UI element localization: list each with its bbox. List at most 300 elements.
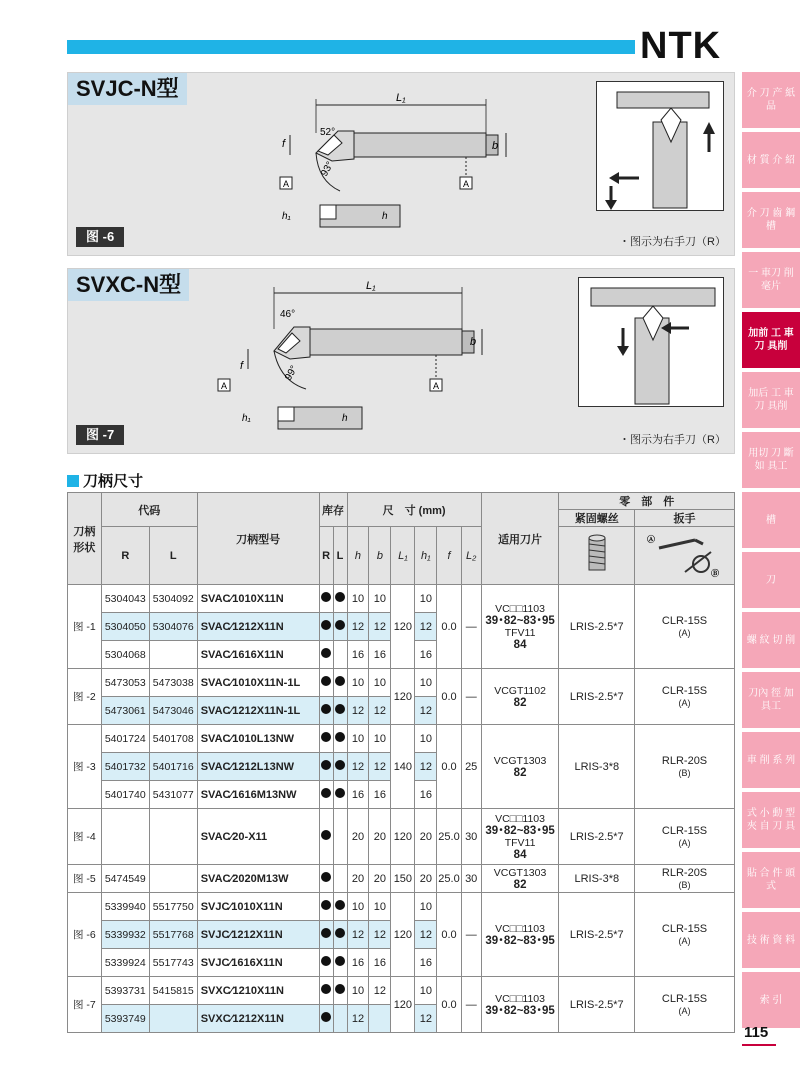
cell-code-l [149,809,197,865]
th-insert: 适用刀片 [481,493,559,585]
stock-dot-icon [321,830,331,840]
cell-code-r: 5304068 [101,641,149,669]
svjc-b-label: b [492,140,499,152]
wrench-type: (B) [678,767,691,778]
cell-stock-r [319,865,333,893]
cell-model: SVAC⁄1616M13NW [197,781,319,809]
cell-code-l: 5517743 [149,949,197,977]
cell-wrench [635,809,735,865]
svxc-angle2: 99° [283,363,301,383]
stock-dot-icon [335,788,345,798]
cell-h1: 12 [415,697,437,725]
wrench-type: (A) [678,1005,691,1016]
stock-dot-icon [321,788,331,798]
cell-stock-r [319,753,333,781]
cell-h1: 10 [415,585,437,613]
cell-stock-l [333,725,347,753]
svxc-figure-label: 图 -7 [76,425,124,445]
cell-h: 10 [347,585,369,613]
cell-wrench [635,977,735,1033]
cell-h1: 16 [415,641,437,669]
section-heading [67,470,143,491]
cell-code-r: 5393731 [101,977,149,1005]
cell-wrench [635,865,735,893]
sidebar-item-11[interactable]: 車 削 系 列 [742,732,800,788]
th-l2: L₂ [461,527,481,585]
cell-code-l: 5304092 [149,585,197,613]
wrench-type: (A) [678,837,691,848]
wrench-name: CLR-15S [661,684,708,697]
th-stock: 库存 [319,493,347,527]
cell-l2: 30 [461,865,481,893]
cell-insert [481,809,559,865]
cell-b: 10 [369,669,391,697]
cell-figure: 图 -1 [68,585,102,669]
cell-stock-l [333,781,347,809]
cell-h: 16 [347,781,369,809]
sidebar-item-10[interactable]: 刀內 徑 加 具工 [742,672,800,728]
cell-stock-r [319,893,333,921]
sidebar-item-7[interactable]: 槽 [742,492,800,548]
th-wrench: 扳手 [635,510,735,527]
cell-model: SVAC⁄1010X11N-1L [197,669,319,697]
cell-h1: 16 [415,949,437,977]
cell-code-l [149,865,197,893]
cell-code-l [149,641,197,669]
diagram-panel-svjc [67,72,735,256]
cell-f: 0.0 [437,585,461,669]
insert-line: VC□□1103 [495,812,545,825]
svjc-f-label: f [282,138,286,150]
svjc-title: SVJC-N型 [68,73,187,105]
cell-h: 16 [347,949,369,977]
cell-f: 25.0 [437,809,461,865]
cell-stock-r [319,697,333,725]
sidebar-item-8[interactable]: 刀 [742,552,800,608]
cell-figure: 图 -7 [68,977,102,1033]
cell-l1: 120 [391,585,415,669]
svxc-l1-label: L₁ [366,280,376,292]
cell-h1: 10 [415,725,437,753]
sidebar-item-5[interactable]: 加后 工 車 刀 具削 [742,372,800,428]
cell-wrench [635,893,735,977]
diagram-panel-svxc [67,268,735,454]
th-size: 尺 寸 (mm) [347,493,481,527]
svjc-h1-label: h₁ [282,211,291,222]
stock-dot-icon [335,704,345,714]
cell-figure: 图 -4 [68,809,102,865]
cell-insert [481,669,559,725]
cell-screw: LRIS-2.5*7 [559,893,635,977]
cell-l1: 140 [391,725,415,809]
cell-code-r: 5473053 [101,669,149,697]
insert-line: 82 [513,766,527,779]
cell-b: 12 [369,697,391,725]
svxc-h-label: h [342,413,348,424]
th-shape: 刀柄形状 [68,493,102,585]
cell-insert [481,585,559,669]
cell-stock-r [319,669,333,697]
cell-b: 12 [369,977,391,1005]
cell-l1: 150 [391,865,415,893]
cell-b: 12 [369,921,391,949]
th-l1: L₁ [391,527,415,585]
table-row [68,865,735,893]
cell-b: 12 [369,753,391,781]
cell-model: SVAC⁄20-X11 [197,809,319,865]
sidebar-item-15[interactable]: 索 引 [742,972,800,1028]
insert-line: VC□□1103 [495,922,545,935]
svjc-angle1: 52° [320,127,336,138]
cell-l2: — [461,585,481,669]
wrench-name: RLR-20S [661,754,708,767]
cell-code-r: 5393749 [101,1005,149,1033]
insert-line: 39･82~83･95 [485,934,555,947]
table-row [68,809,735,865]
cell-stock-r [319,725,333,753]
cell-wrench [635,669,735,725]
cell-model: SVXC⁄1210X11N [197,977,319,1005]
svxc-angle1: 46° [280,309,296,320]
cell-l2: 25 [461,725,481,809]
cell-h: 16 [347,641,369,669]
cell-insert [481,977,559,1033]
svjc-h-label: h [382,211,388,222]
cell-code-l: 5401716 [149,753,197,781]
cell-code-l: 5415815 [149,977,197,1005]
cell-model: SVJC⁄1010X11N [197,893,319,921]
cell-code-r: 5401724 [101,725,149,753]
brand-logo: NTK [640,25,722,67]
cell-b: 20 [369,809,391,865]
svjc-l1-label: L₁ [396,92,406,104]
cell-model: SVAC⁄2020M13W [197,865,319,893]
insert-line: 39･82~83･95 [485,824,555,837]
stock-dot-icon [321,704,331,714]
cell-model: SVJC⁄1616X11N [197,949,319,977]
stock-dot-icon [335,900,345,910]
cell-f: 0.0 [437,977,461,1033]
wrench-image [635,527,735,585]
cell-code-r: 5473061 [101,697,149,725]
cell-l1: 120 [391,669,415,725]
stock-dot-icon [321,676,331,686]
cell-l2: — [461,669,481,725]
cell-stock-l [333,977,347,1005]
cell-code-r: 5304050 [101,613,149,641]
th-f: f [437,527,461,585]
stock-dot-icon [321,956,331,966]
insert-line: TFV11 [504,836,536,849]
cell-f: 25.0 [437,865,461,893]
screw-image [559,527,635,585]
cell-h: 20 [347,865,369,893]
svxc-title: SVXC-N型 [68,269,189,301]
svjc-inset [596,81,724,211]
cell-model: SVXC⁄1212X11N [197,1005,319,1033]
insert-line: VCGT1303 [493,754,547,767]
cell-h1: 12 [415,613,437,641]
cell-code-l: 5431077 [149,781,197,809]
insert-line: VC□□1103 [495,602,545,615]
cell-h: 10 [347,977,369,1005]
page-number-rule [742,1044,776,1046]
cell-wrench [635,585,735,669]
cell-l1: 120 [391,809,415,865]
cell-h: 20 [347,809,369,865]
cell-stock-r [319,1005,333,1033]
cell-h1: 20 [415,809,437,865]
wrench-name: CLR-15S [661,992,708,1005]
sidebar-item-2[interactable]: 介 刀 齒 鋼槽 [742,192,800,248]
cell-stock-r [319,949,333,977]
cell-code-l: 5517750 [149,893,197,921]
svjc-figure-label: 图 -6 [76,227,124,247]
sidebar-item-14[interactable]: 技 術 資 料 [742,912,800,968]
cell-f: 0.0 [437,725,461,809]
cell-b [369,1005,391,1033]
stock-dot-icon [335,956,345,966]
cell-model: SVAC⁄1010L13NW [197,725,319,753]
cell-h1: 12 [415,1005,437,1033]
stock-dot-icon [321,592,331,602]
cell-b: 12 [369,613,391,641]
cell-stock-l [333,865,347,893]
cell-b: 10 [369,585,391,613]
cell-stock-l [333,893,347,921]
wrench-type: (A) [678,935,691,946]
wrench-type: (A) [678,697,691,708]
cell-insert [481,893,559,977]
sidebar-item-13[interactable]: 貼 合 件 頭 式 [742,852,800,908]
cell-stock-r [319,781,333,809]
cell-h1: 12 [415,921,437,949]
stock-dot-icon [335,984,345,994]
stock-dot-icon [335,676,345,686]
cell-b: 16 [369,781,391,809]
sidebar-item-4[interactable]: 加前 工 車 刀 具削 [742,312,800,368]
cell-stock-l [333,697,347,725]
cell-stock-l [333,949,347,977]
cell-stock-l [333,641,347,669]
svxc-f-label: f [240,360,244,372]
cell-l1: 120 [391,893,415,977]
cell-code-r: 5401732 [101,753,149,781]
stock-dot-icon [335,760,345,770]
screw-icon [582,534,612,574]
insert-line: 39･82~83･95 [485,614,555,627]
sidebar-item-9[interactable]: 螺 紋 切 削 [742,612,800,668]
wrench-icon [645,530,725,578]
cell-wrench [635,725,735,809]
stock-dot-icon [321,620,331,630]
cell-code-l: 5304076 [149,613,197,641]
cell-h: 12 [347,1005,369,1033]
cell-insert [481,865,559,893]
svxc-b-label: b [470,336,477,348]
cell-l2: 30 [461,809,481,865]
th-parts: 零 部 件 [559,493,735,510]
sidebar-item-3[interactable]: 一 車刀 削 毫片 [742,252,800,308]
wrench-name: RLR-20S [661,866,708,879]
svg-text:Ⓐ: Ⓐ [646,535,655,544]
insert-line: 39･82~83･95 [485,1004,555,1017]
sidebar-item-12[interactable]: 式 小 動 型 夾 自 刀 具 [742,792,800,848]
svjc-note: ・图示为右手刀（R） [619,236,726,248]
cell-code-r: 5339940 [101,893,149,921]
cell-code-r [101,809,149,865]
table-row [68,893,735,921]
cell-insert [481,725,559,809]
cell-code-l: 5473046 [149,697,197,725]
cell-figure: 图 -3 [68,725,102,809]
cell-model: SVAC⁄1212L13NW [197,753,319,781]
th-h: h [347,527,369,585]
section-title: 刀柄尺寸 [83,473,144,490]
cell-h: 10 [347,669,369,697]
cell-code-r: 5474549 [101,865,149,893]
cell-code-l: 5401708 [149,725,197,753]
cell-model: SVAC⁄1212X11N-1L [197,697,319,725]
cell-stock-r [319,977,333,1005]
cell-code-r: 5401740 [101,781,149,809]
cell-stock-r [319,613,333,641]
cell-b: 10 [369,725,391,753]
cell-stock-l [333,809,347,865]
svxc-h1-label: h₁ [242,413,251,424]
cell-h: 12 [347,697,369,725]
wrench-name: CLR-15S [661,614,708,627]
table-row [68,669,735,697]
cell-b: 20 [369,865,391,893]
insert-line: TFV11 [504,626,536,639]
cell-l2: — [461,893,481,977]
th-stock-l: L [333,527,347,585]
stock-dot-icon [321,984,331,994]
cell-screw: LRIS-2.5*7 [559,809,635,865]
cell-figure: 图 -6 [68,893,102,977]
cell-h1: 16 [415,781,437,809]
cell-screw: LRIS-3*8 [559,725,635,809]
cell-b: 16 [369,949,391,977]
insert-line: 82 [513,696,527,709]
cell-f: 0.0 [437,669,461,725]
svxc-note: ・图示为右手刀（R） [619,434,726,446]
th-screw: 紧固螺丝 [559,510,635,527]
th-code-r: R [101,527,149,585]
cell-h: 12 [347,613,369,641]
cell-stock-r [319,921,333,949]
cell-figure: 图 -5 [68,865,102,893]
svxc-a-marker-right: A [433,381,440,391]
stock-dot-icon [335,592,345,602]
stock-dot-icon [321,900,331,910]
cell-stock-l [333,585,347,613]
svg-text:Ⓑ: Ⓑ [710,569,719,578]
cell-l2: — [461,977,481,1033]
svxc-inset [578,277,724,407]
cell-h1: 10 [415,669,437,697]
stock-dot-icon [321,928,331,938]
cell-screw: LRIS-2.5*7 [559,669,635,725]
cell-h: 10 [347,725,369,753]
insert-line: VCGT1102 [494,684,546,697]
svjc-a-marker-right: A [463,179,470,189]
th-code: 代码 [101,493,197,527]
stock-dot-icon [335,620,345,630]
cell-screw: LRIS-3*8 [559,865,635,893]
sidebar-item-0[interactable]: 介 刀 产 紙品 [742,72,800,128]
cell-h: 10 [347,893,369,921]
cell-stock-l [333,753,347,781]
insert-line: VCGT1303 [493,866,547,879]
cell-h: 12 [347,753,369,781]
table-row [68,977,735,1005]
insert-line: 82 [513,878,527,891]
sidebar-item-6[interactable]: 用切 刀 斷如 具工 [742,432,800,488]
cell-code-l [149,1005,197,1033]
wrench-name: CLR-15S [661,824,708,837]
cell-h: 12 [347,921,369,949]
cell-h1: 10 [415,893,437,921]
table-row [68,725,735,753]
cell-model: SVAC⁄1212X11N [197,613,319,641]
cell-code-r: 5339932 [101,921,149,949]
stock-dot-icon [321,760,331,770]
th-code-l: L [149,527,197,585]
cell-screw: LRIS-2.5*7 [559,977,635,1033]
th-model: 刀柄型号 [197,493,319,585]
cell-stock-r [319,585,333,613]
th-stock-r: R [319,527,333,585]
cell-h1: 10 [415,977,437,1005]
stock-dot-icon [335,732,345,742]
stock-dot-icon [335,928,345,938]
cell-b: 16 [369,641,391,669]
cell-code-r: 5304043 [101,585,149,613]
th-h1: h₁ [415,527,437,585]
wrench-name: CLR-15S [661,922,708,935]
holder-spec-table [67,492,735,1033]
cell-screw: LRIS-2.5*7 [559,585,635,669]
cell-stock-l [333,1005,347,1033]
svjc-angle2: 93° [319,159,337,179]
cell-figure: 图 -2 [68,669,102,725]
table-row [68,585,735,613]
th-b: b [369,527,391,585]
cell-stock-l [333,669,347,697]
cell-stock-r [319,641,333,669]
cell-stock-l [333,613,347,641]
cell-code-l: 5473038 [149,669,197,697]
stock-dot-icon [321,872,331,882]
wrench-type: (B) [678,879,691,890]
sidebar-nav [742,72,800,1032]
header-accent-bar [67,40,635,54]
insert-line: 84 [513,848,527,861]
insert-line: VC□□1103 [495,992,545,1005]
cell-model: SVJC⁄1212X11N [197,921,319,949]
sidebar-item-1[interactable]: 材 質 介 紹 [742,132,800,188]
cell-model: SVAC⁄1010X11N [197,585,319,613]
cell-stock-l [333,921,347,949]
section-marker-icon [67,475,79,487]
cell-l1: 120 [391,977,415,1033]
svjc-a-marker-left: A [283,179,290,189]
cell-model: SVAC⁄1616X11N [197,641,319,669]
cell-h1: 12 [415,753,437,781]
cell-f: 0.0 [437,893,461,977]
